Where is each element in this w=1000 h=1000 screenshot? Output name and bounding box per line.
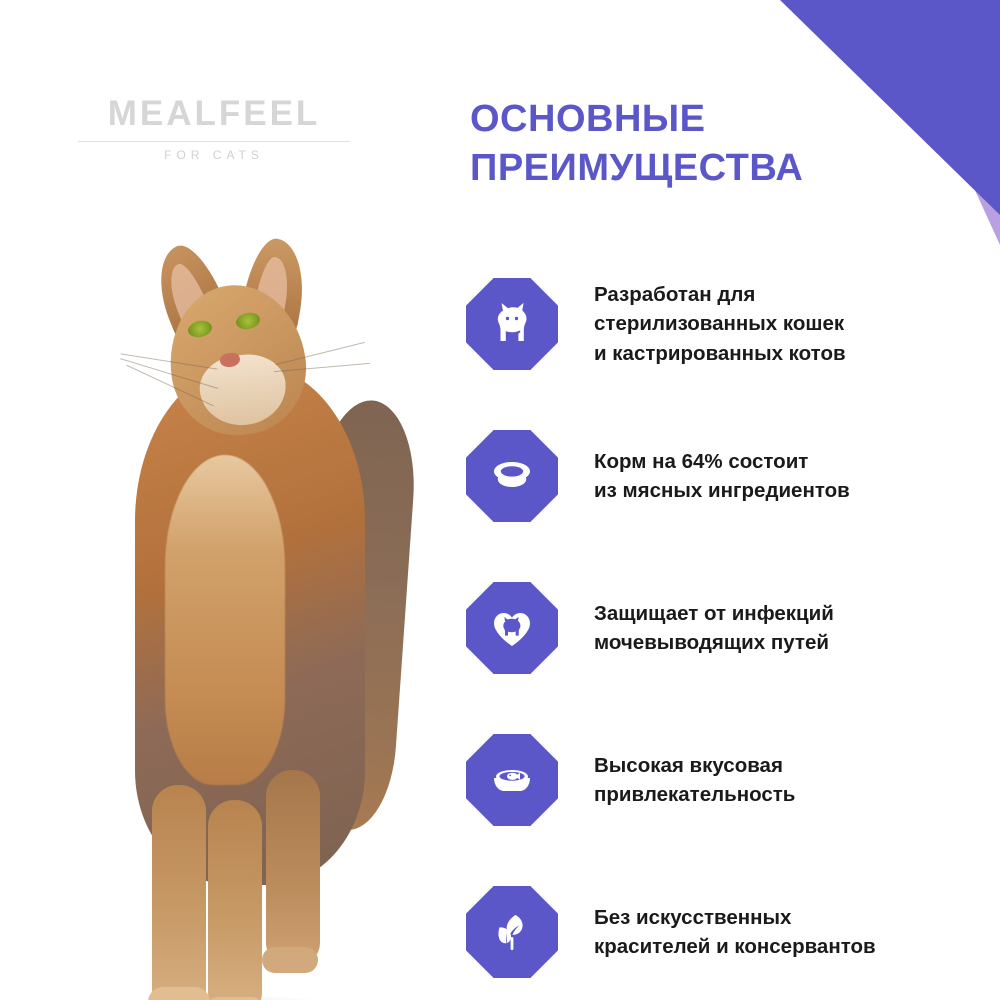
cat-paw-shape [148, 987, 210, 1000]
benefit-badge [466, 886, 558, 978]
brand-name: MEALFEEL [107, 94, 321, 133]
benefit-text [594, 751, 795, 809]
cat-leg-shape [208, 800, 262, 1000]
benefit-line: Без искусственных [594, 905, 792, 929]
benefit-line: Защищает от инфекций [594, 601, 834, 625]
list-item [466, 704, 966, 856]
heart-cat-icon [487, 603, 537, 653]
benefit-text [594, 447, 850, 505]
benefit-line: Высокая вкусовая [594, 753, 783, 777]
benefit-line: привлекательность [594, 783, 796, 806]
food-bowl-fish-icon [486, 754, 538, 806]
benefit-line: из мясных ингредиентов [594, 479, 850, 502]
list-item [466, 248, 966, 400]
page-title [470, 95, 940, 192]
benefit-line: стерилизованных кошек [594, 312, 845, 336]
benefit-badge [466, 734, 558, 826]
cat-sitting-icon [487, 299, 537, 349]
logo-divider [78, 141, 350, 142]
benefit-text [594, 280, 846, 367]
leaf-sprout-icon [487, 907, 537, 957]
cat-paw-shape [262, 947, 318, 973]
list-item [466, 552, 966, 704]
benefit-line: Разработан для [594, 283, 756, 307]
benefit-badge [466, 582, 558, 674]
list-item [466, 400, 966, 552]
benefits-list [466, 248, 966, 1000]
benefit-badge [466, 278, 558, 370]
brand-tagline: FOR CATS [164, 148, 264, 162]
brand-logo [78, 96, 350, 162]
benefit-badge [466, 430, 558, 522]
benefit-text [594, 599, 834, 657]
list-item [466, 856, 966, 1000]
cat-leg-shape [266, 770, 320, 965]
benefit-line: красителей и консервантов [594, 935, 876, 958]
benefit-line: Корм на 64% состоит [594, 449, 809, 473]
benefit-line: мочевыводящих путей [594, 631, 829, 654]
meat-slice-icon [486, 450, 538, 502]
cat-leg-shape [152, 785, 206, 1000]
benefit-text [594, 903, 876, 961]
cat-chest-shape [165, 455, 285, 785]
page-title-line-2: ПРЕИМУЩЕСТВА [470, 146, 804, 189]
page-title-line-1: ОСНОВНЫЕ [470, 98, 706, 140]
benefit-line: и кастрированных котов [594, 341, 846, 365]
cat-photo [60, 225, 430, 945]
